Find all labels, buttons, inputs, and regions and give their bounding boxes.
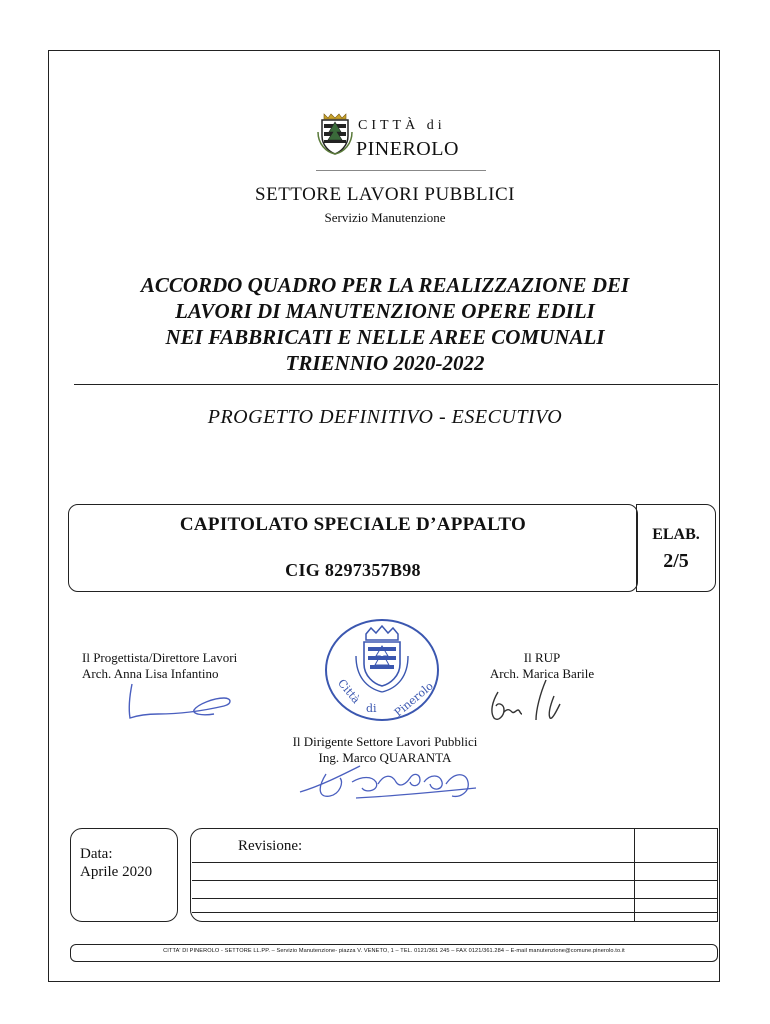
service-name: Servizio Manutenzione — [324, 210, 446, 225]
title-line: TRIENNIO 2020-2022 — [285, 351, 485, 375]
designer-signature — [116, 680, 246, 724]
date-label: Data: — [80, 846, 113, 862]
sector-name: SETTORE LAVORI PUBBLICI — [255, 184, 515, 205]
elab-label: ELAB. — [652, 526, 700, 543]
title-line: ACCORDO QUADRO PER LA REALIZZAZIONE DEI — [140, 273, 630, 297]
city-prefix: CITTÀ di — [358, 118, 446, 133]
date-value: Aprile 2020 — [80, 864, 153, 880]
elab-box — [636, 504, 716, 592]
document-main-title — [60, 272, 710, 376]
revision-column-divider — [634, 828, 635, 922]
document-title: CAPITOLATO SPECIALE D’APPALTO — [179, 514, 527, 535]
revision-row-line — [192, 898, 718, 899]
director-role: Il Dirigente Settore Lavori Pubblici — [292, 734, 478, 749]
svg-text:Pinerolo: Pinerolo — [391, 679, 436, 720]
revision-row-line — [192, 862, 718, 863]
title-line: LAVORI DI MANUTENZIONE OPERE EDILI — [175, 299, 595, 323]
designer-name: Arch. Anna Lisa Infantino — [82, 666, 219, 681]
city-stamp-seal — [322, 616, 442, 722]
title-divider — [74, 384, 718, 385]
designer-signatory — [82, 650, 237, 682]
project-phase: PROGETTO DEFINITIVO - ESECUTIVO — [207, 406, 563, 428]
city-coat-of-arms-icon — [316, 112, 354, 156]
elab-number: 2/5 — [663, 550, 689, 572]
header-divider — [316, 170, 486, 171]
director-signature — [296, 752, 496, 804]
svg-text:Città: Città — [335, 676, 363, 707]
cig-code: CIG 8297357B98 — [285, 560, 421, 580]
revision-row-line — [192, 912, 718, 913]
footer-contact-line: CITTA' DI PINEROLO - SETTORE LL.PP. – Servizio Manutenzione- piazza V. VENETO, 1 – TEL. 0121/361 245 – FAX 0121/361.284 – E-mail manutenzione@comune.pinerolo.to.it — [163, 948, 625, 954]
rup-name: Arch. Marica Barile — [489, 666, 595, 681]
svg-text:di: di — [366, 702, 377, 715]
title-line: NEI FABBRICATI E NELLE AREE COMUNALI — [165, 325, 605, 349]
rup-signature — [484, 672, 584, 728]
revision-row-line — [192, 880, 718, 881]
city-name: PINEROLO — [356, 138, 459, 160]
revision-label: Revisione: — [238, 838, 303, 854]
designer-role: Il Progettista/Direttore Lavori — [82, 650, 238, 665]
director-name: Ing. Marco QUARANTA — [318, 750, 452, 765]
rup-role: Il RUP — [523, 650, 561, 665]
